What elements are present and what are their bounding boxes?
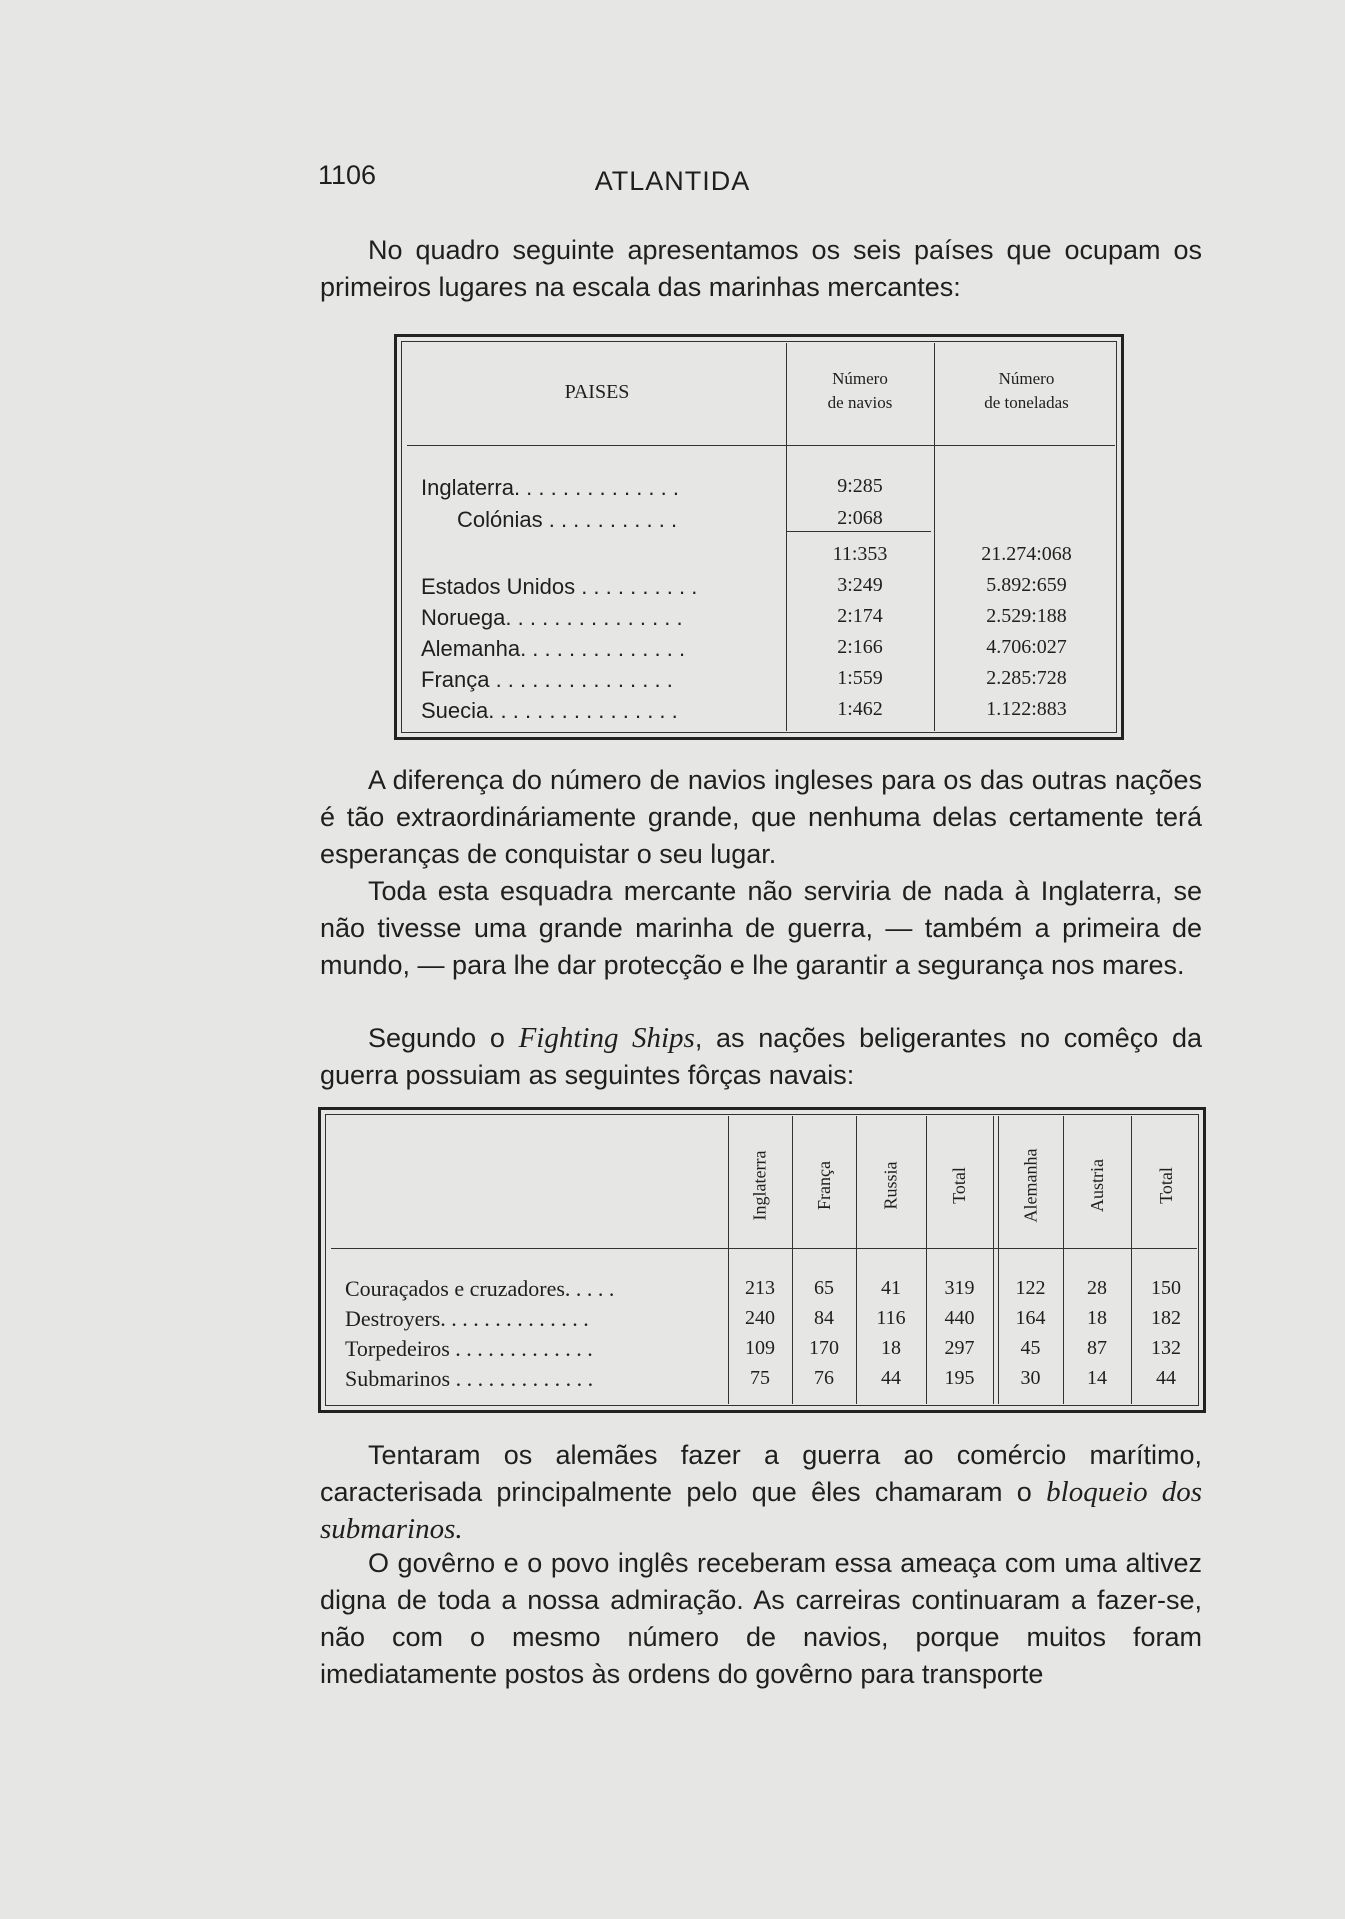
paragraph-intro <box>320 232 1202 306</box>
ships-value: 2:174 <box>837 605 883 627</box>
table-cell: 319 <box>944 1277 975 1299</box>
row-label: Estados Unidos . . . . . . . . . . <box>421 574 698 599</box>
row-label: Destroyers. . . . . . . . . . . . . . <box>345 1306 589 1331</box>
header-ships-line1: Número <box>832 369 888 388</box>
column-header-label: Total <box>948 1166 969 1204</box>
paragraph-submarine-war-before: Tentaram os alemães fazer a guerra ao comércio marítimo, caracterisada principalmente pelo que êles chamaram o <box>320 1440 1202 1507</box>
paragraph-government <box>320 1545 1202 1693</box>
table-cell: 132 <box>1151 1337 1181 1359</box>
table-cell: 45 <box>1020 1337 1041 1359</box>
row-label: Alemanha. . . . . . . . . . . . . . <box>421 636 686 661</box>
table-cell: 18 <box>881 1337 901 1359</box>
table-cell: 109 <box>745 1337 775 1359</box>
table-cell: 84 <box>814 1307 834 1329</box>
ships-value: 11:353 <box>832 543 888 565</box>
paragraph-intro-text: No quadro seguinte apresentamos os seis países que ocupam os primeiros lugares na escala das marinhas mercantes: <box>320 235 1202 302</box>
table-cell: 87 <box>1087 1337 1107 1359</box>
paragraph-fleet-text: Toda esta esquadra mercante não serviria de nada à Inglaterra, se não tivesse uma grande marinha de guerra, — também a primeira de mundo, — para lhe dar protecção e lhe garantir a segurança nos mares. <box>320 876 1202 980</box>
ships-value: 2:166 <box>837 636 883 658</box>
table-cell: 164 <box>1015 1307 1046 1329</box>
table-cell: 195 <box>944 1367 975 1389</box>
table-cell: 170 <box>809 1337 839 1359</box>
ships-value: 2:068 <box>837 507 883 529</box>
column-header <box>1063 1120 1131 1250</box>
table-cell: 44 <box>881 1367 901 1389</box>
naval-forces-table <box>318 1107 1206 1413</box>
row-label: Colónias . . . . . . . . . . . <box>457 507 678 532</box>
table-cell: 41 <box>881 1277 901 1299</box>
merchant-fleet-table <box>394 334 1124 740</box>
subtotal-rule <box>786 531 931 532</box>
tons-value: 2.529:188 <box>986 605 1067 627</box>
column-divider <box>993 1116 994 1404</box>
header-country: PAISES <box>564 381 630 403</box>
paragraph-government-text: O govêrno e o povo inglês receberam essa ameaça com uma altivez digna de toda a nossa admiração. As carreiras continuaram a fazer-se, não com o mesmo número de navios, porque muitos foram imediatamente postos às ordens do govêrno para transporte <box>320 1548 1202 1689</box>
header-rule <box>407 445 1115 446</box>
column-header <box>856 1120 926 1250</box>
table-cell: 440 <box>944 1307 975 1329</box>
row-label: Couraçados e cruzadores. . . . . <box>345 1276 615 1301</box>
book-title: Fighting Ships <box>518 1022 695 1054</box>
row-label: Noruega. . . . . . . . . . . . . . . <box>421 605 683 630</box>
table-cell: 44 <box>1156 1367 1176 1389</box>
table-cell: 182 <box>1151 1307 1181 1329</box>
tons-value: 5.892:659 <box>986 574 1067 596</box>
row-label: Inglaterra. . . . . . . . . . . . . . <box>421 475 679 500</box>
paragraph-fleet <box>320 873 1202 984</box>
row-label: França . . . . . . . . . . . . . . . <box>421 667 673 692</box>
tons-value: 1.122:883 <box>986 698 1067 720</box>
row-label: Suecia. . . . . . . . . . . . . . . . <box>421 698 678 723</box>
table-cell: 76 <box>814 1367 834 1389</box>
header-tons-line2: de toneladas <box>984 393 1069 412</box>
column-header-label: Russia <box>880 1160 901 1210</box>
paragraph-fighting-ships-after: , as nações beligerantes no comêço da guerra possuiam as seguintes fôrças navais: <box>320 1023 1202 1090</box>
ships-value: 1:559 <box>837 667 883 689</box>
ships-value: 3:249 <box>837 574 883 596</box>
table-cell: 240 <box>745 1307 775 1329</box>
italic-phrase: bloqueio dos submarinos. <box>320 1476 1202 1545</box>
row-label: Submarinos . . . . . . . . . . . . . <box>345 1366 594 1391</box>
ships-value: 1:462 <box>837 698 883 720</box>
table-cell: 150 <box>1151 1277 1181 1299</box>
column-header <box>998 1120 1063 1250</box>
paragraph-fighting-ships-before: Segundo o <box>368 1023 519 1053</box>
column-header-label: Austria <box>1086 1158 1107 1212</box>
table-cell: 30 <box>1020 1367 1041 1389</box>
column-header-label: França <box>813 1160 834 1210</box>
column-header <box>792 1120 856 1250</box>
table-cell: 18 <box>1087 1307 1107 1329</box>
column-header-label: Total <box>1155 1166 1176 1204</box>
header-tons <box>934 367 1119 415</box>
running-head: ATLANTIDA <box>594 166 751 196</box>
column-header <box>728 1120 792 1250</box>
row-label: Torpedeiros . . . . . . . . . . . . . <box>345 1336 593 1361</box>
paragraph-difference <box>320 762 1202 873</box>
header-ships <box>786 367 934 415</box>
table-cell: 116 <box>876 1307 906 1329</box>
paragraph-submarine-war <box>320 1437 1202 1548</box>
table-cell: 122 <box>1015 1277 1046 1299</box>
column-header-label: Alemanha <box>1020 1148 1040 1222</box>
tons-value: 2.285:728 <box>986 667 1067 689</box>
table-cell: 14 <box>1087 1367 1107 1389</box>
ships-value: 9:285 <box>837 475 883 497</box>
table-cell: 75 <box>750 1367 770 1389</box>
table-cell: 65 <box>814 1277 834 1299</box>
header-tons-line1: Número <box>998 369 1055 388</box>
page-number: 1106 <box>318 160 377 190</box>
column-header-label: Inglaterra <box>749 1150 770 1220</box>
tons-value: 21.274:068 <box>981 543 1072 565</box>
header-ships-line2: de navios <box>827 393 893 412</box>
column-header <box>1131 1120 1201 1250</box>
paragraph-fighting-ships <box>320 1020 1202 1094</box>
tons-value: 4.706:027 <box>986 636 1067 658</box>
table-cell: 297 <box>944 1337 975 1359</box>
table-cell: 28 <box>1087 1277 1107 1299</box>
table-cell: 213 <box>745 1277 775 1299</box>
column-header <box>926 1120 993 1250</box>
paragraph-difference-text: A diferença do número de navios ingleses para os das outras nações é tão extraordináriamente grande, que nenhuma delas certamente terá esperanças de conquistar o seu lugar. <box>320 765 1202 869</box>
